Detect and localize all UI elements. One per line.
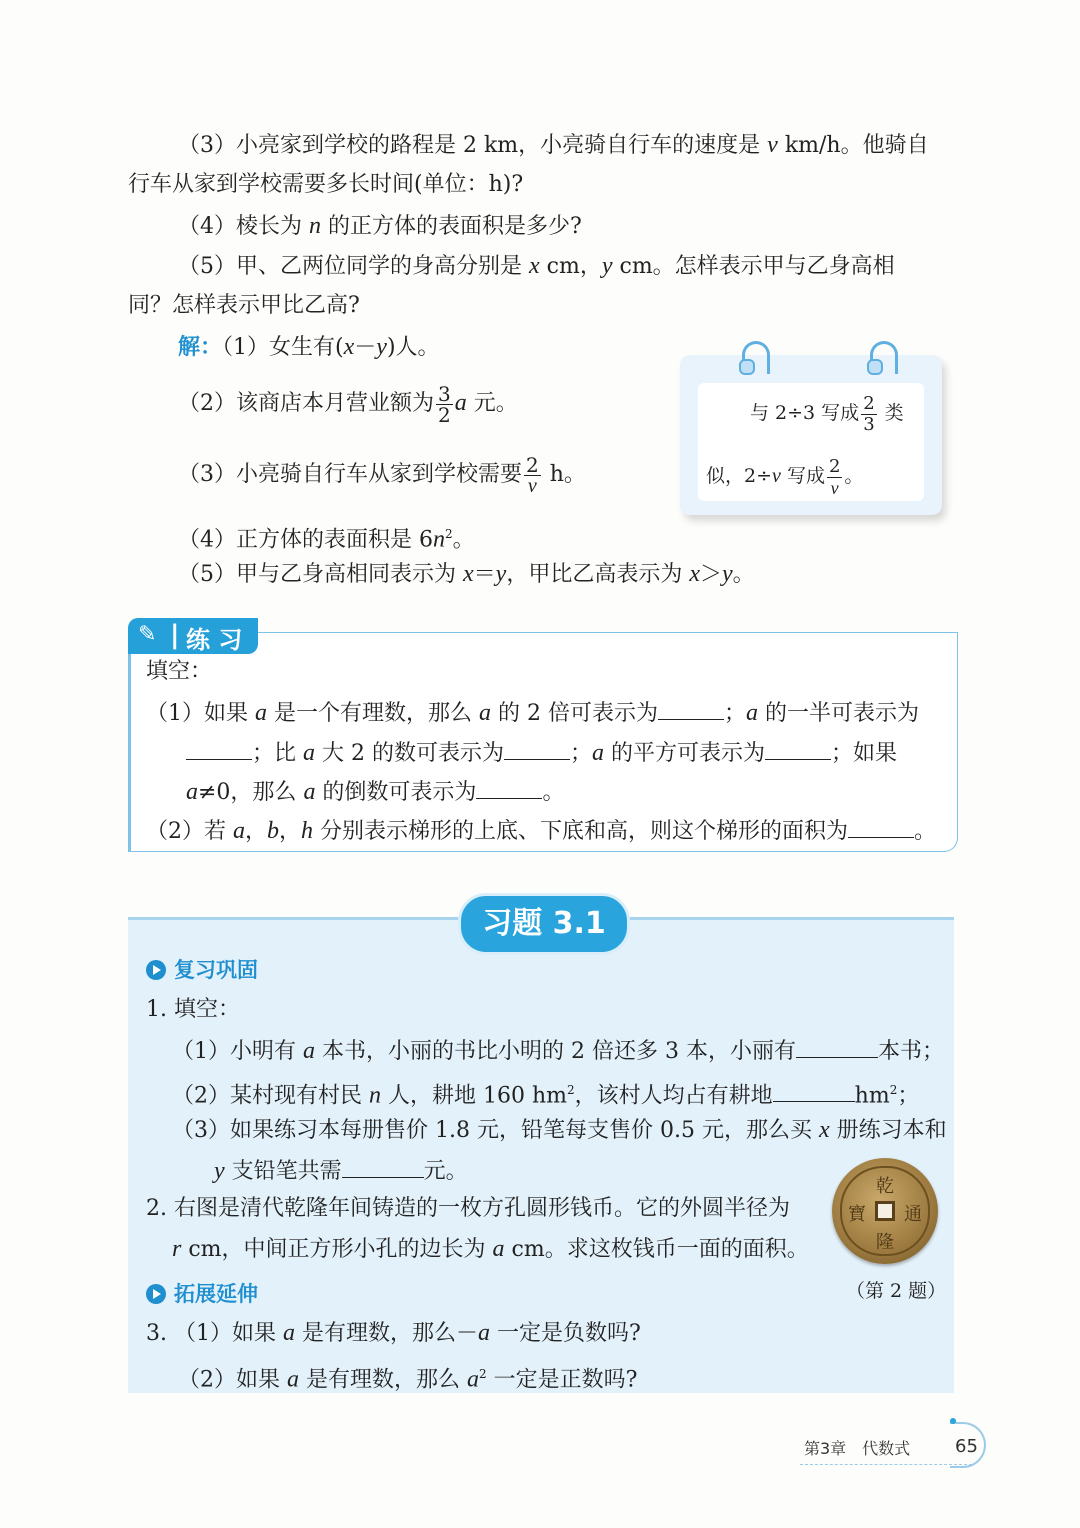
note-line1: 与 2÷3 写成 $\frac{2}{3}$ 类 [750,392,904,435]
footer-rule [800,1464,972,1465]
exercise-q2-line2: r cm，中间正方形小孔的边长为 a cm。求这枚钱币一面的面积。 [172,1236,809,1262]
page-arc-decoration [950,1422,986,1468]
fraction-2-v: $\frac{2}{v}$ [526,452,539,497]
practice-tab: ✎ | 练 习 [128,618,258,654]
section-extension: 拓展延伸 [146,1278,258,1308]
exercise-q1: 1. 填空： [146,997,240,1022]
solution-1: 解：（1）女生有(x－y)人。 [178,334,440,360]
play-icon [146,960,166,980]
practice-item1-line1: （1）如果 a 是一个有理数，那么 a 的 2 倍可表示为 ；a 的一半可表示为 [146,697,919,729]
side-note-card [680,355,942,515]
solution-4: （4）正方体的表面积是 $6n^2$。 [178,526,475,553]
qianlong-coin-image: 乾 隆 通 寶 [832,1158,938,1264]
binder-hole-icon [739,359,755,375]
section-review: 复习巩固 [146,954,258,984]
exercise-q1-2: （2）某村现有村民 n 人，耕地 160 $hm^2$，该村人均占有耕地 $hm^2$； [172,1075,919,1111]
example-q3-line1: （3）小亮家到学校的路程是 2 km，小亮骑自行车的速度是 v km/h。他骑自 [178,132,929,158]
coin-caption: （第 2 题） [846,1280,947,1302]
exercise-q1-3-line1: （3）如果练习本每册售价 1.8 元，铅笔每支售价 0.5 元，那么买 x 册练习本和 [172,1117,947,1143]
page-dot-decoration [950,1418,956,1424]
exercise-q1-1: （1）小明有 a 本书，小丽的书比小明的 2 倍还多 3 本，小丽有 本书； [172,1035,944,1067]
solution-5: （5）甲与乙身高相同表示为 x＝y，甲比乙高表示为 x＞y。 [178,561,755,587]
play-icon [146,1284,166,1304]
example-q3-line2: 行车从家到学校需要多长时间(单位：h)? [128,172,524,197]
solution-3: （3）小亮骑自行车从家到学校需要 $\frac{2}{v}$ h。 [178,452,586,497]
ruler-pencil-icon: ✎ [138,622,157,647]
fraction-3-2: $\frac{3}{2}$ [438,381,451,427]
practice-intro: 填空： [146,659,213,684]
exercise-q3-1: 3. （1）如果 a 是有理数，那么－a 一定是负数吗? [146,1320,641,1346]
exercise-title: 习题 3.1 [458,893,630,955]
note-line2: 似，2÷v 写成 $\frac{2}{v}$ 。 [706,455,864,498]
practice-item1-line3: a≠0，那么 a 的倒数可表示为 。 [186,776,564,808]
example-q4: （4）棱长为 n 的正方体的表面积是多少? [178,213,582,239]
example-q5-line1: （5）甲、乙两位同学的身高分别是 x cm，y cm。怎样表示甲与乙身高相 [178,253,895,279]
page-number: 65 [955,1436,978,1457]
exercise-q3-2: （2）如果 a 是有理数，那么 $a^2$ 一定是正数吗? [178,1366,638,1393]
solution-label: 解： [178,334,223,360]
practice-item1-line2: ；比 a 大 2 的数可表示为 ；a 的平方可表示为 ；如果 [186,737,897,769]
binder-hole-icon [867,359,883,375]
exercise-q1-3-line2: y 支铅笔共需 元。 [214,1155,468,1187]
solution-2: （2）该商店本月营业额为 $\frac{3}{2}$ a 元。 [178,381,518,427]
exercise-q2-line1: 2. 右图是清代乾隆年间铸造的一枚方孔圆形钱币。它的外圆半径为 [146,1196,790,1221]
example-q5-line2: 同？怎样表示甲比乙高? [128,293,360,318]
practice-item2: （2）若 a，b，h 分别表示梯形的上底、下底和高，则这个梯形的面积为 。 [146,815,936,847]
chapter-footer: 第3章 代数式 [804,1439,911,1458]
